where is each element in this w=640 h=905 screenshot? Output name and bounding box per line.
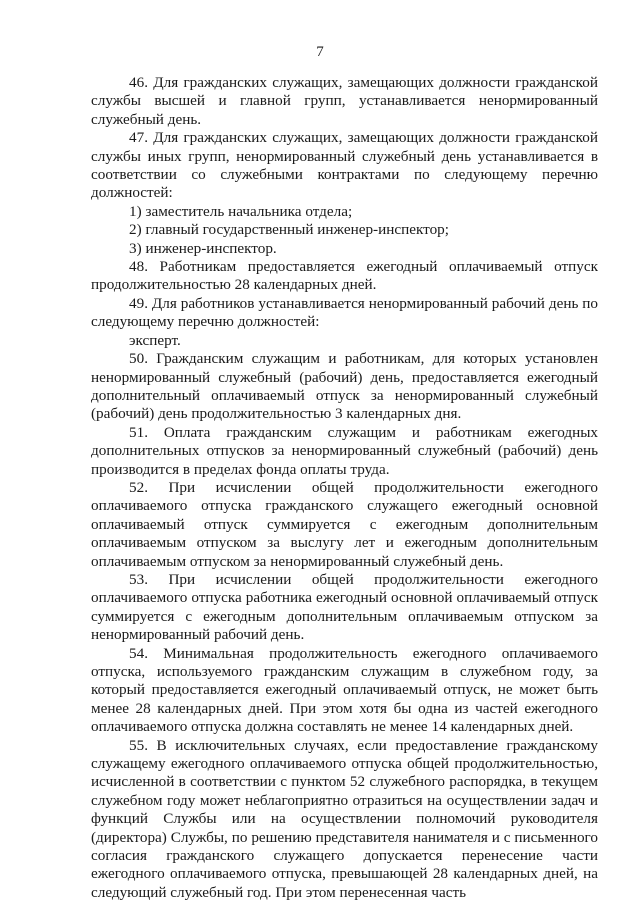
paragraph-49: 49. Для работников устанавливается ненормированный рабочий день по следующему перечню должностей: (91, 294, 598, 331)
paragraph-46: 46. Для гражданских служащих, замещающих должности гражданской службы высшей и главной групп, устанавливается ненормированный служебный день. (91, 74, 598, 128)
paragraph-48: 48. Работникам предоставляется ежегодный оплачиваемый отпуск продолжительностью 28 календарных дней. (91, 258, 598, 294)
paragraph-52: 52. При исчислении общей продолжительности ежегодного оплачиваемого отпуска гражданского служащего ежегодный основной оплачиваемый отпуск суммируется с ежегодным дополнительным оплачиваемым отпуском за выслугу лет и ежегодным дополнительным оплачиваемым отпуском за ненормированный служебный день. (91, 478, 598, 570)
paragraph-54: 54. Минимальная продолжительность ежегодного оплачиваемого отпуска, используемого гражданским служащим в служебном году, за который предоставляется ежегодный оплачиваемый отпуск, не может быть менее 28 календарных дней. При этом хотя бы одна из частей ежегодного оплачиваемого отпуска должна составлять не менее 14 календарных дней. (91, 644, 598, 736)
list-item: эксперт. (129, 331, 181, 349)
paragraph-53: 53. При исчислении общей продолжительности ежегодного оплачиваемого отпуска работника ежегодный основной оплачиваемый отпуск суммируется с ежегодным дополнительным оплачиваемым отпуском за ненормированный рабочий день. (91, 570, 598, 644)
paragraph-47: 47. Для гражданских служащих, замещающих должности гражданской службы иных групп, ненормированный служебный день устанавливается в соответствии со служебными контрактами по следующему перечню должностей: (91, 129, 598, 202)
list-item: 2) главный государственный инженер-инспектор; (129, 221, 449, 239)
paragraph-55: 55. В исключительных случаях, если предоставление гражданскому служащему ежегодного оплачиваемого отпуска общей продолжительностью, исчисленной в соответствии с пунктом 52 служебного распорядка, в текущем служебном году может неблагоприятно отразиться на осуществлении задач и функций Службы или на осуществлении полномочий руководителя (директора) Службы, по решению представителя нанимателя и с письменного согласия гражданского служащего допускается перенесение части ежегодного оплачиваемого отпуска, превышающей 28 календарных дней, на следующий служебный год. При этом перенесенная часть (91, 736, 598, 901)
paragraph-51: 51. Оплата гражданским служащим и работникам ежегодных дополнительных отпусков за ненормированный служебный (рабочий) день производится в пределах фонда оплаты труда. (91, 423, 598, 478)
list-item: 3) инженер-инспектор. (129, 239, 277, 257)
page-number: 7 (316, 44, 324, 60)
document-body (91, 74, 598, 902)
paragraph-50: 50. Гражданским служащим и работникам, для которых установлен ненормированный служебный (рабочий) день, предоставляется ежегодный дополнительный оплачиваемый отпуск за ненормированный служебный (рабочий) день продолжительностью 3 календарных дня. (91, 350, 598, 423)
list-item: 1) заместитель начальника отдела; (129, 202, 353, 220)
